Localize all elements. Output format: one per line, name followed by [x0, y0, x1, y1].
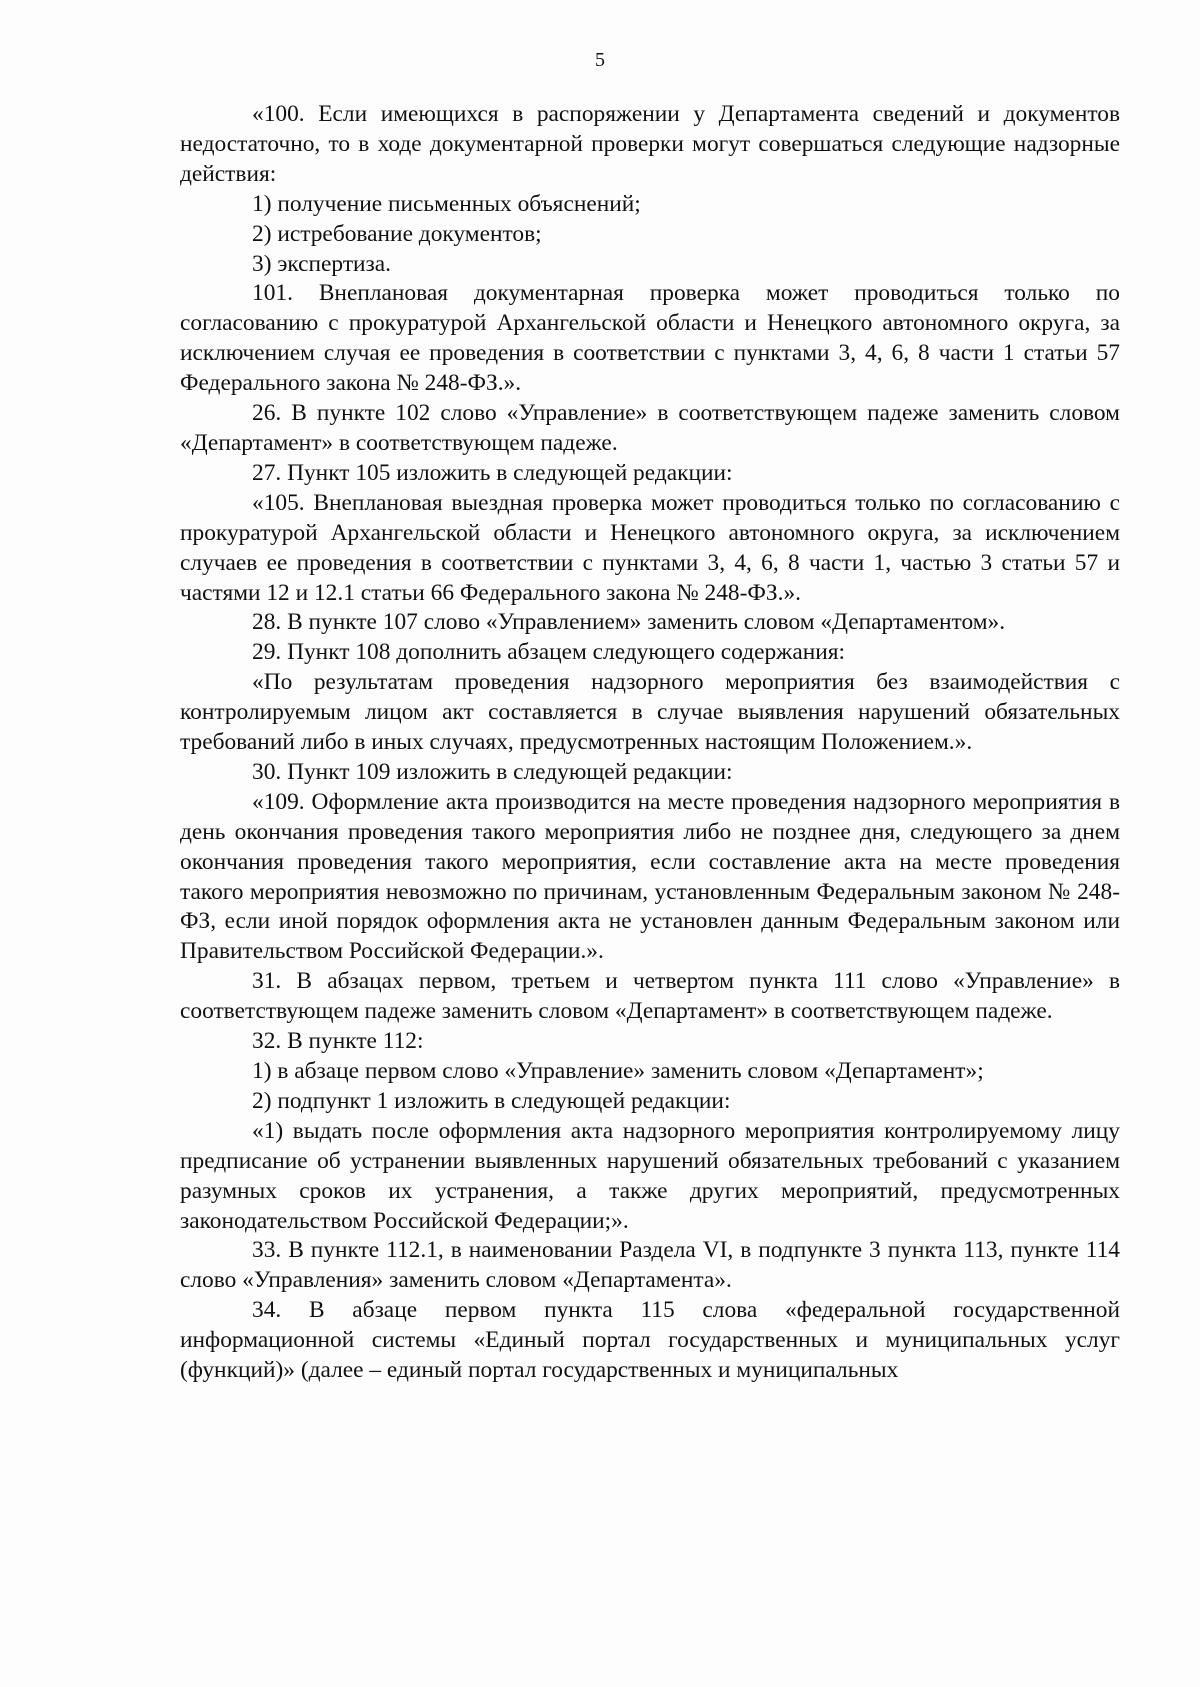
paragraph: 34. В абзаце первом пункта 115 слова «федеральной государственной информационной системы «Единый портал государственных и муниципальных услуг (функций)» (далее – единый портал государственных и муниципальных [180, 1297, 1120, 1384]
paragraph: 3) экспертиза. [252, 250, 392, 277]
paragraph: 27. Пункт 105 изложить в следующей редакции: [252, 459, 733, 486]
document-body [180, 100, 1120, 1386]
page-number: 5 [595, 49, 605, 71]
paragraph: «109. Оформление акта производится на месте проведения надзорного мероприятия в день окончания проведения такого мероприятия либо не позднее дня, следующего за днем окончания проведения такого мероприятия, если составление акта на месте проведения такого мероприятия невозможно по причинам, установленным Федеральным законом № 248-ФЗ, если иной порядок оформления акта не установлен данным Федеральным законом или Правительством Российской Федерации.». [180, 788, 1120, 965]
paragraph: 2) истребование документов; [252, 220, 542, 247]
paragraph: «1) выдать после оформления акта надзорного мероприятия контролируемому лицу предписание об устранении выявленных нарушений обязательных требований с указанием разумных сроков их устранения, а также других мероприятий, предусмотренных законодательством Российской Федерации;». [180, 1117, 1120, 1234]
paragraph: 31. В абзацах первом, третьем и четвертом пункта 111 слово «Управление» в соответствующем падеже заменить словом «Департамент» в соответствующем падеже. [180, 968, 1120, 1025]
paragraph: 2) подпункт 1 изложить в следующей редакции: [252, 1087, 731, 1114]
paragraph: 1) в абзаце первом слово «Управление» заменить словом «Департамент»; [252, 1058, 984, 1084]
paragraph: «105. Внеплановая выездная проверка может проводиться только по согласованию с прокуратурой Архангельской области и Ненецкого автономного округа, за исключением случаев ее проведения в соответствии с пунктами 3, 4, 6, 8 части 1, частью 3 статьи 57 и частями 12 и 12.1 статьи 66 Федерального закона № 248-ФЗ.». [180, 489, 1120, 606]
paragraph: 29. Пункт 108 дополнить абзацем следующего содержания: [252, 639, 846, 666]
paragraph: 101. Внеплановая документарная проверка может проводиться только по согласованию с прокуратурой Архангельской области и Ненецкого автономного округа, за исключением случая ее проведения в соответствии с пунктами 3, 4, 6, 8 части 1 статьи 57 Федерального закона № 248-ФЗ.». [180, 280, 1120, 397]
paragraph: 33. В пункте 112.1, в наименовании Раздела VI, в подпункте 3 пункта 113, пункте 114 слово «Управления» заменить словом «Департамента». [180, 1237, 1120, 1294]
paragraph: 26. В пункте 102 слово «Управление» в соответствующем падеже заменить словом «Департамент» в соответствующем падеже. [180, 400, 1120, 456]
paragraph: «По результатам проведения надзорного мероприятия без взаимодействия с контролируемым лицом акт составляется в случае выявления нарушений обязательных требований либо в иных случаях, предусмотренных настоящим Положением.». [180, 669, 1120, 756]
paragraph: 32. В пункте 112: [252, 1028, 424, 1055]
paragraph: 1) получение письменных объяснений; [252, 190, 641, 217]
paragraph: «100. Если имеющихся в распоряжении у Департамента сведений и документов недостаточно, то в ходе документарной проверки могут совершаться следующие надзорные действия: [180, 101, 1120, 187]
paragraph: 30. Пункт 109 изложить в следующей редакции: [252, 758, 733, 785]
paragraph: 28. В пункте 107 слово «Управлением» заменить словом «Департаментом». [252, 609, 1006, 636]
